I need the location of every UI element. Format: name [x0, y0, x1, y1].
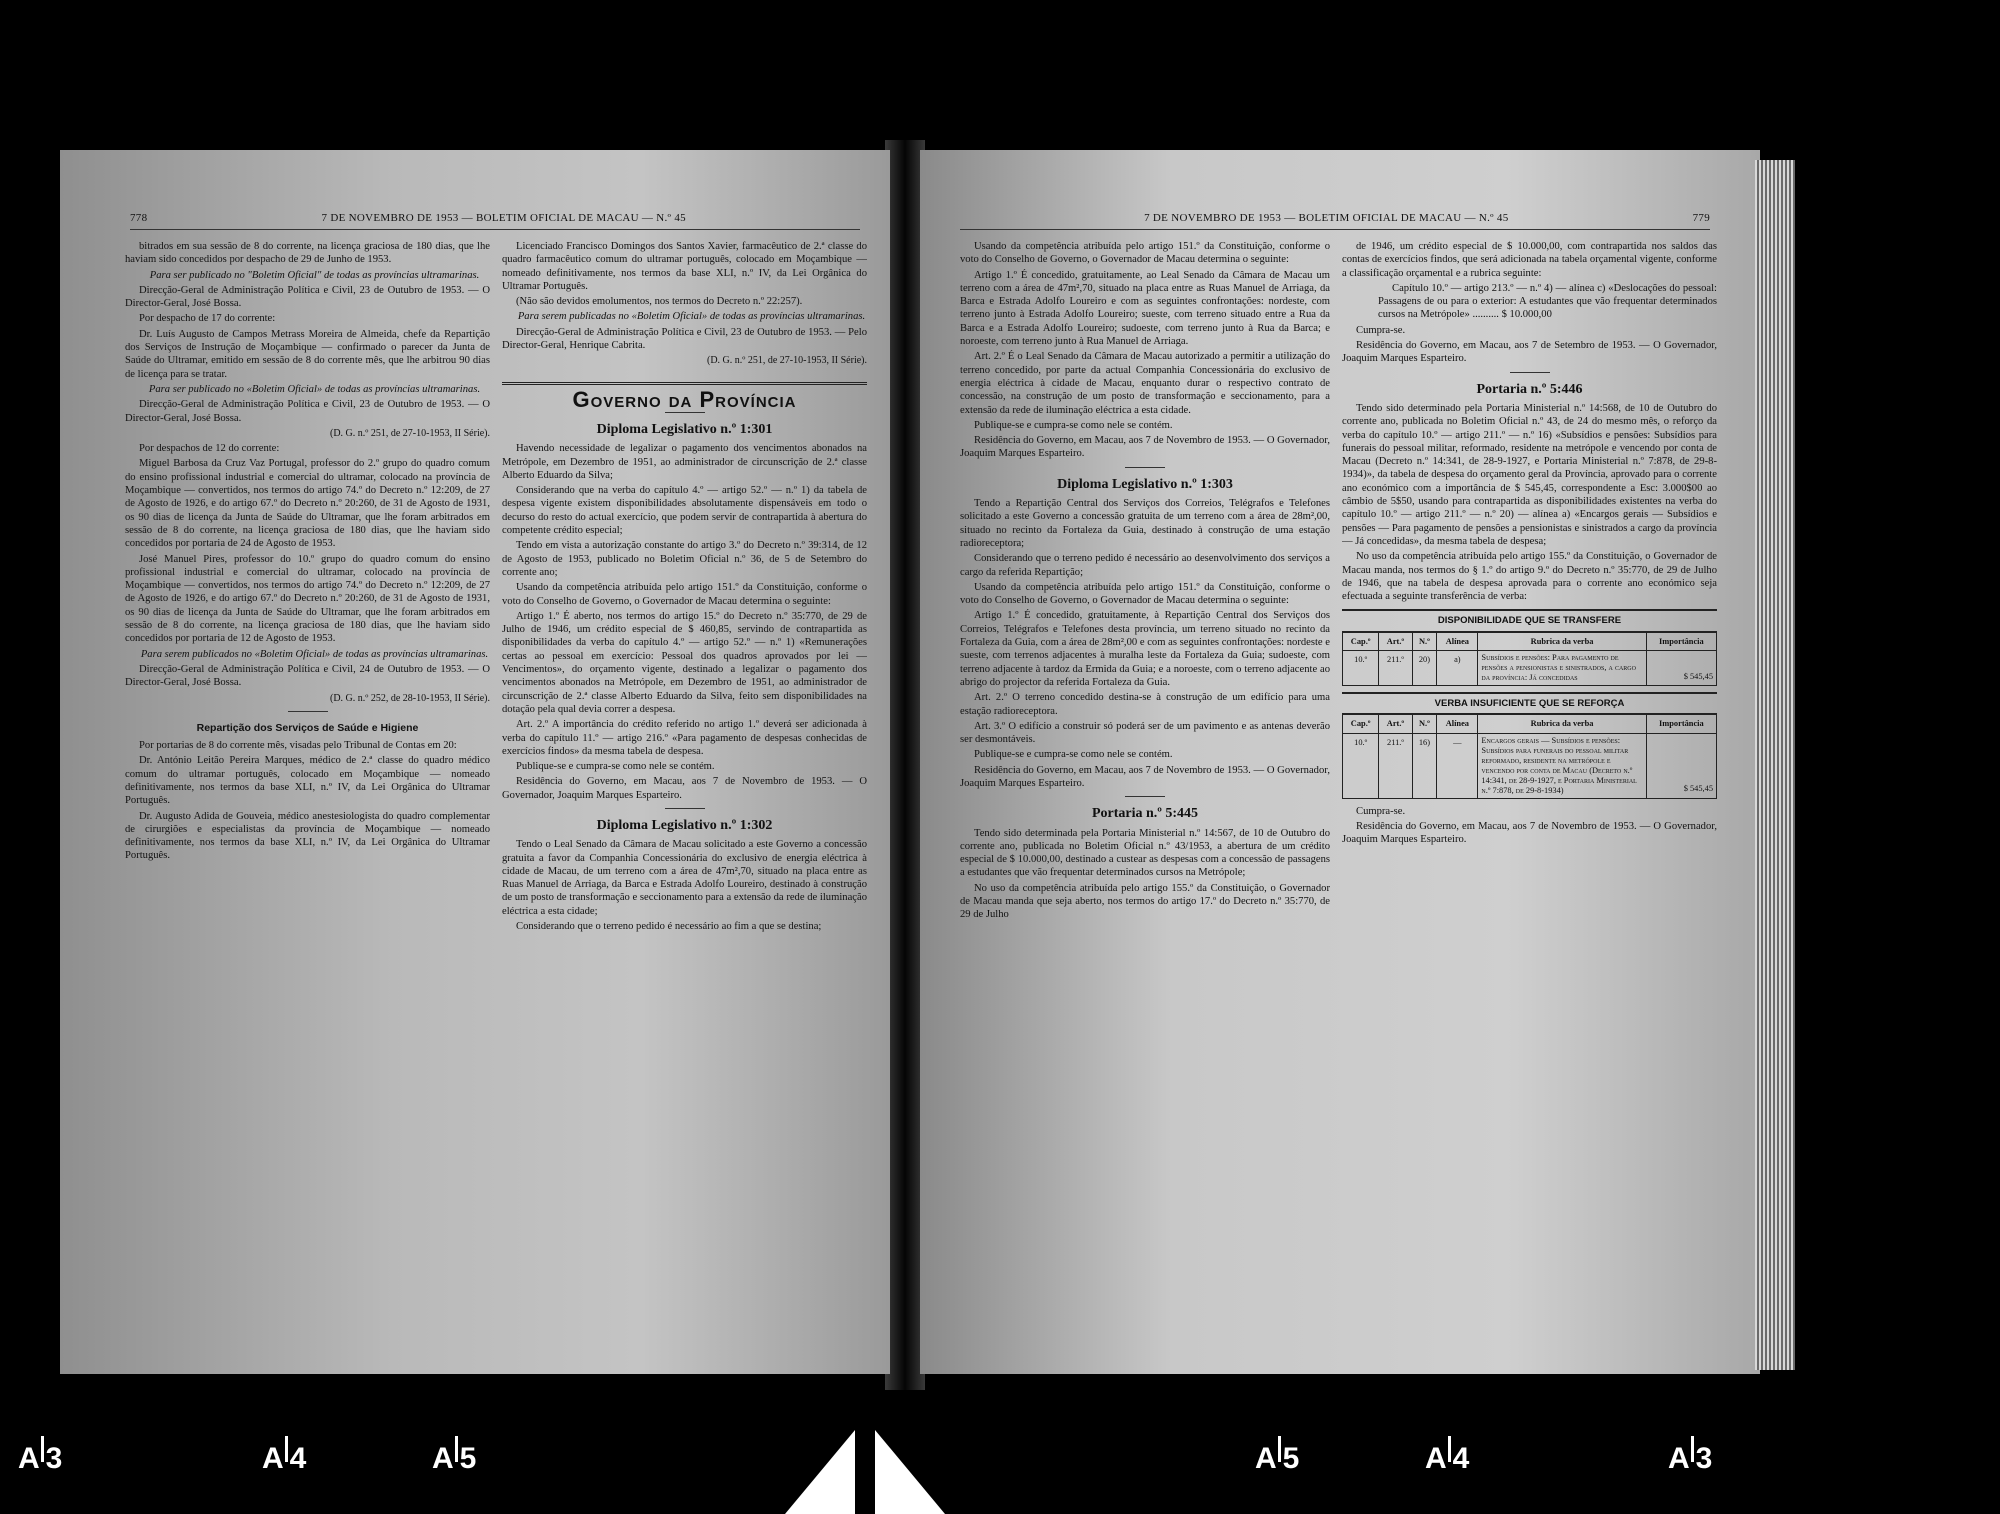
table-cell: 10.º — [1343, 733, 1379, 798]
department-title: Repartição dos Serviços de Saúde e Higiene — [196, 721, 419, 734]
table-row — [1343, 733, 1717, 798]
table-header: Art.º — [1379, 715, 1412, 733]
publication-note: Para serem publicadas no «Boletim Oficial» de todas as províncias ultramarinas. — [517, 311, 866, 323]
table-cell: 20) — [1412, 651, 1437, 686]
separator — [665, 412, 705, 413]
paragraph: Publique-se e cumpra-se como nele se contém. — [974, 419, 1173, 431]
table-cell: — — [1437, 733, 1478, 798]
paragraph: José Manuel Pires, professor do 10.º grupo do quadro comum do ensino profissional industrial e comercial do ultramar, colocado na província de Moçambique — convertidos, nos termos do artigo 74.º do Decreto n.º 12:209, de 27 de Agosto de 1926, e do artigo 67.º do Decreto n.º 20:260, de 31 de Agosto de 1931, os 90 dias de licença da Junta de Saúde do Ultramar, que lhe foram arbitrados em sessão de 8 do corrente, na licença graciosa de 180 dias, que lhe haviam sido concedidos por portaria de 12 de Agosto de 1953. — [125, 553, 490, 645]
table-cell: 10.º — [1343, 651, 1379, 686]
paragraph: Considerando que na verba do capítulo 4.º — artigo 52.º — n.º 1) da tabela de despesa vigente existem disponibilidades absolutamente dispensáveis em todo o decurso do resto do actual exercício, que podem servir de contrapartida à abertura do competente crédito especial; — [502, 485, 867, 537]
paragraph: Por portarias de 8 do corrente mês, visadas pelo Tribunal de Contas em 20: — [139, 740, 457, 752]
page-header-left — [130, 212, 860, 230]
paragraph: Cumpra-se. — [1356, 805, 1406, 817]
paragraph: Dr. Luís Augusto de Campos Metrass Moreira de Almeida, chefe da Repartição dos Serviços de Instrução de Moçambique — confirmado o parecer da Junta de Saúde do Ultramar, emitido em sessão de 8 do corrente mês, que lhe arbitrou 90 dias de licença para se tratar. — [125, 328, 490, 380]
paragraph: Publique-se e cumpra-se como nele se contém. — [974, 749, 1173, 761]
paragraph: Tendo o Leal Senado da Câmara de Macau solicitado a este Governo a concessão gratuita a favor da Companhia Concessionária do exclusivo de energia eléctrica à cidade de Macau, de um terreno com a área de 47m²,70, situado na placa entre as Ruas Manuel de Arriaga, da Barca e Estrada Adolfo Loureiro, destinado à construção de um posto de transformação e seccionamento para a extensão da rede de iluminação eléctrica a esta cidade; — [502, 839, 867, 917]
paragraph: No uso da competência atribuída pelo artigo 155.º da Constituição, o Governador de Macau manda, nos termos do § 1.º do artigo 9.º do Decreto n.º 35:770, de 29 de Julho de 1946, que na tabela de despesa aprovada para o corrente ano económico seja efectuada a seguinte transferência de verba: — [1342, 551, 1717, 603]
paragraph: bitrados em sua sessão de 8 do corrente, na licença graciosa de 180 dias, que lhe haviam sido concedidos por despacho de 29 de Junho de 1953. — [125, 241, 490, 266]
table-header: Alínea — [1437, 632, 1478, 650]
paragraph: Residência do Governo, em Macau, aos 7 de Novembro de 1953. — O Governador, Joaquim Marques Esparteiro. — [960, 764, 1330, 789]
table-cell: 211.º — [1379, 733, 1412, 798]
paragraph: Direcção-Geral de Administração Política e Civil, 23 de Outubro de 1953. — Pelo Director-Geral, Henrique Cabrita. — [502, 326, 867, 352]
paragraph: Miguel Barbosa da Cruz Vaz Portugal, professor do 2.º grupo do quadro comum do ensino profissional industrial e comercial do ultramar, colocado na província de Moçambique — convertidos, nos termos do artigo 74.º do Decreto n.º 12:209, de 27 de Agosto de 1926, e do artigo 67.º do Decreto n.º 20:260, de 31 de Agosto de 1931, os 90 dias de licença da Junta de Saúde do Ultramar, que lhe foram arbitrados em sessão de 8 do corrente, na licença graciosa de 180 dias, que lhe haviam sido concedidos por portaria de 24 de Agosto de 1953. — [125, 458, 490, 550]
left-column-1 — [125, 240, 490, 1362]
document-title: Portaria n.º 5:445 — [1091, 806, 1199, 822]
page-header-right — [960, 212, 1710, 230]
separator — [1125, 467, 1165, 468]
paragraph: Artigo 1.º É aberto, nos termos do artigo 15.º do Decreto n.º 35:770, de 29 de Julho de 1946, um crédito especial de $ 460,85, servindo de contrapartida as disponibilidades da verba do capítulo 4.º — artigo 52.º — n.º 1) «Remunerações certas ao pessoal em exercício: Pessoal dos quadros aprovados por lei — Vencimentos», do orçamento vigente, destinado a legalizar o pagamento dos vencimentos abonados na Metrópole, em Dezembro de 1951, ao administrador de circunscrição de 2.ª classe Alberto Eduardo da Silva, feito sem disponibilidades na dotação pela qual devia correr a despesa. — [502, 610, 867, 715]
header-title: 7 DE NOVEMBRO DE 1953 — BOLETIM OFICIAL DE MACAU — N.º 45 — [321, 212, 686, 224]
film-mark: A 3 — [18, 1442, 61, 1476]
left-column-2 — [502, 240, 867, 1362]
table-header: Cap.º — [1343, 632, 1379, 650]
table-header: N.º — [1412, 632, 1437, 650]
publication-note: Para serem publicados no «Boletim Oficial» de todas as províncias ultramarinas. — [140, 648, 489, 660]
right-column-2 — [1342, 240, 1717, 1362]
paragraph: Residência do Governo, em Macau, aos 7 de Novembro de 1953. — O Governador, Joaquim Marques Esparteiro. — [1342, 820, 1717, 846]
table-header: Rubrica da verba — [1478, 715, 1646, 733]
table-header: Art.º — [1379, 632, 1412, 650]
paragraph: Direcção-Geral de Administração Política e Civil, 23 de Outubro de 1953. — O Director-Geral, José Bossa. — [125, 399, 490, 424]
separator — [1125, 796, 1165, 797]
reference-note: (D. G. n.º 252, de 28-10-1953, II Série). — [329, 692, 490, 704]
header-title: 7 DE NOVEMBRO DE 1953 — BOLETIM OFICIAL DE MACAU — N.º 45 — [1144, 212, 1509, 224]
transfer-tables — [1342, 609, 1717, 798]
paragraph: Art. 2.º É o Leal Senado da Câmara de Macau autorizado a permitir a utilização do terreno concedido, por parte da actual Companhia Concessionária do exclusivo de energia eléctrica à cidade de Macau, enquanto durar o respectivo contrato de concessão, na construção de um posto de transformação e seccionamento, para a extensão da rede de iluminação eléctrica a esta cidade. — [960, 351, 1330, 416]
paragraph: Usando da competência atribuída pelo artigo 151.º da Constituição, conforme o voto do Conselho de Governo, o Governador de Macau determina o seguinte: — [960, 581, 1330, 607]
paragraph: Usando da competência atribuída pelo artigo 151.º da Constituição, conforme o voto do Conselho de Governo, o Governador de Macau determina o seguinte: — [960, 241, 1330, 266]
reference-note: (D. G. n.º 251, de 27-10-1953, II Série). — [329, 427, 490, 439]
paragraph: (Não são devidos emolumentos, nos termos do Decreto n.º 22:257). — [516, 296, 803, 308]
paragraph: Art. 3.º O edifício a construir só poderá ser de um pavimento e as antenas deverão ser desmontáveis. — [960, 720, 1330, 746]
publication-note: Para ser publicado no «Boletim Oficial» de todas as províncias ultramarinas. — [148, 383, 481, 395]
paragraph: Residência do Governo, em Macau, aos 7 de Novembro de 1953. — O Governador, Joaquim Marques Esparteiro. — [960, 435, 1330, 460]
paragraph: Licenciado Francisco Domingos dos Santos Xavier, farmacêutico de 2.ª classe do quadro farmacêutico comum do ultramar português, colocado em Moçambique — nomeado definitivamente, nos termos da base XLI, n.º IV, da Lei Orgânica do Ultramar Português. — [502, 241, 867, 292]
separator — [665, 808, 705, 809]
page-number: 779 — [1692, 212, 1710, 224]
document-title: Portaria n.º 5:446 — [1476, 381, 1583, 397]
paragraph: Direcção-Geral de Administração Política e Civil, 23 de Outubro de 1953. — O Director-Geral, José Bossa. — [125, 284, 490, 310]
book-gutter — [885, 140, 925, 1390]
reference-note: (D. G. n.º 251, de 27-10-1953, II Série). — [706, 355, 867, 367]
paragraph: Tendo a Repartição Central dos Serviços dos Correios, Telégrafos e Telefones solicitado a este Governo a concessão gratuita de um terreno com a área de 28m²,00, situado no recinto da Fortaleza da Guia, destinado à construção de uma estação radioreceptora; — [960, 498, 1330, 549]
table-cell: a) — [1437, 651, 1478, 686]
table-cell: 211.º — [1379, 651, 1412, 686]
paragraph: Usando da competência atribuída pelo artigo 151.º da Constituição, conforme o voto do Conselho de Governo, o Governador de Macau determina o seguinte: — [502, 582, 867, 607]
transfer-table — [1342, 692, 1717, 799]
paragraph: Art. 2.º A importância do crédito referido no artigo 1.º deverá ser adicionada à verba do capítulo 11.º — artigo 216.º «Para pagamento de despesas conhecidas de exercícios findos» da mesma tabela de despesa. — [502, 719, 867, 757]
table-header: Importância — [1646, 632, 1716, 650]
budget-line: Capítulo 10.º — artigo 213.º — n.º 4) — alínea c) «Deslocações do pessoal: Passagens de ou para o exterior: A estudantes que vão frequentar determinados cursos na Metrópole» .......... $ 10.000,00 — [1378, 282, 1717, 321]
document-title: Diploma Legislativo n.º 1:303 — [1057, 476, 1233, 492]
paragraph: Tendo sido determinado pela Portaria Ministerial n.º 14:568, de 10 de Outubro do corrente ano, publicada no Boletim Oficial n.º 43, de 24 do mesmo mês, o reforço da verba do capítulo 10.º — artigo 211.º — n.º 16) «Subsídios e pensões: Subsídios para funerais do pessoal militar, reformado, residente na metrópole e vencendo por conta de Macau (Decreto n.º 14:341, de 28-9-1927, e Portaria Ministerial n.º 7:878, de 29-8-1934)», da tabela de despesa do orçamento geral da Província, aprovado para o corrente ano económico com a importância de $ 545,45, correspondente a Esc: 3.000$00 ao câmbio de 5$50, usando para contrapartida as disponibilidades existentes na verba do capítulo 10.º — artigo 211.º — n.º 20) — alínea a) «Encargos gerais — Subsídios e pensões — Para pagamento de pensões a pensionistas e sinistrados a cargo da província — Já concedidas», da mesma tabela de despesa; — [1342, 402, 1717, 547]
paragraph: Direcção-Geral de Administração Política e Civil, 24 de Outubro de 1953. — O Director-Geral, José Bossa. — [125, 663, 490, 689]
publication-note: Para ser publicado no "Boletim Oficial" de todas as províncias ultramarinas. — [149, 269, 480, 281]
table-caption: DISPONIBILIDADE QUE SE TRANSFERE — [1342, 609, 1717, 631]
table-header: Importância — [1646, 715, 1716, 733]
section-title: Governo da Província — [502, 382, 867, 406]
paragraph: No uso da competência atribuída pelo artigo 155.º da Constituição, o Governador de Macau manda que seja aberto, nos termos do artigo 17.º do Decreto n.º 35:770, de 29 de Julho — [960, 882, 1330, 921]
paragraph: Art. 2.º O terreno concedido destina-se à construção de um edifício para uma estação radioreceptora. — [960, 692, 1330, 717]
paragraph: de 1946, um crédito especial de $ 10.000,00, com contrapartida nos saldos das contas de exercícios findos, que será adicionada na tabela orçamental vigente, conforme a classificação orçamental e a rubrica seguinte: — [1342, 241, 1717, 279]
table-cell: 16) — [1412, 733, 1437, 798]
document-title: Diploma Legislativo n.º 1:301 — [596, 421, 773, 437]
table-header: Cap.º — [1343, 715, 1379, 733]
right-column-1 — [960, 240, 1330, 1362]
book-page-edges — [1755, 160, 1795, 1370]
right-page — [920, 150, 1760, 1374]
right-column-2-top — [1342, 240, 1717, 603]
table-caption: VERBA INSUFICIENTE QUE SE REFORÇA — [1342, 692, 1717, 714]
transfer-table — [1342, 609, 1717, 686]
film-strip-marks — [0, 1430, 2000, 1514]
film-mark: A 4 — [1425, 1442, 1468, 1476]
film-mark: A 5 — [1255, 1442, 1298, 1476]
paragraph: Por despachos de 12 do corrente: — [139, 443, 280, 455]
paragraph: Artigo 1.º É concedido, gratuitamente, à Repartição Central dos Serviços dos Correios, Telégrafos e Telefones desta província, um terreno situado no recinto da Fortaleza da Guia, com a área de 28m²,00 e com as seguintes confrontações: nordeste e sueste, com terrenos adjacentes à muralha leste da Fortaleza da Guia; sudoeste, com terreno adjacente à tardoz da Ermida da Guia; e a noroeste, com o terreno adjacente ao abrigo do projector da referida Fortaleza da Guia. — [960, 610, 1330, 688]
table-cell: $ 545,45 — [1646, 733, 1716, 798]
paragraph: Havendo necessidade de legalizar o pagamento dos vencimentos abonados na Metrópole, em Dezembro de 1951, ao administrador de circunscrição de 2.ª classe Alberto Eduardo da Silva; — [502, 443, 867, 481]
table-row — [1343, 651, 1717, 686]
separator — [288, 711, 328, 712]
page-number: 778 — [130, 212, 148, 224]
paragraph: Considerando que o terreno pedido é necessário ao fim a que se destina; — [516, 921, 822, 933]
table-header: Alínea — [1437, 715, 1478, 733]
document-title: Diploma Legislativo n.º 1:302 — [596, 817, 773, 833]
paragraph: Dr. António Leitão Pereira Marques, médico de 2.ª classe do quadro médico comum do ultramar português, colocado em Moçambique — nomeado definitivamente, nos termos da base XLI, n.º IV, da Lei Orgânica do Ultramar Português. — [125, 755, 490, 807]
table-cell: Subsídios e pensões: Para pagamento de pensões a pensionistas e sinistrados, a cargo da província: Já concedidas — [1478, 651, 1646, 686]
table-cell: $ 545,45 — [1646, 651, 1716, 686]
film-mark: A 5 — [432, 1442, 475, 1476]
table-cell: Encargos gerais — Subsídios e pensões: Subsídios para funerais do pessoal militar reformado, residente na metrópole e vencendo por conta de Macau (Decreto n.º 14:341, de 28-9-1927, e Portaria Ministerial n.º 7:878, de 29-8-1934) — [1478, 733, 1646, 798]
paragraph: Tendo em vista a autorização constante do artigo 3.º do Decreto n.º 39:314, de 12 de Agosto de 1953, publicado no Boletim Oficial n.º 36, de 5 de Setembro do corrente ano; — [502, 540, 867, 578]
paragraph: Dr. Augusto Adida de Gouveia, médico anestesiologista do quadro complementar de cirurgiões e especialistas da província de Moçambique — nomeado definitivamente, nos termos da base XLI, n.º IV, da Lei Orgânica do Ultramar Português. — [125, 810, 490, 862]
film-mark: A 4 — [262, 1442, 305, 1476]
table-header: Rubrica da verba — [1478, 632, 1646, 650]
film-mark: A 3 — [1668, 1442, 1711, 1476]
paragraph: Cumpra-se. — [1356, 324, 1406, 336]
separator — [1510, 372, 1550, 373]
paragraph: Tendo sido determinada pela Portaria Ministerial n.º 14:567, de 10 de Outubro do corrente ano, publicada no Boletim Oficial n.º 43/1953, a abertura de um crédito especial de $ 10.000,00, destinado a custear as despesas com a concessão de passagens a estudantes que vão frequentar determinados cursos na Metrópole; — [960, 827, 1330, 879]
paragraph: Residência do Governo, em Macau, aos 7 de Novembro de 1953. — O Governador, Joaquim Marques Esparteiro. — [502, 776, 867, 801]
left-page — [60, 150, 890, 1374]
paragraph: Artigo 1.º É concedido, gratuitamente, ao Leal Senado da Câmara de Macau um terreno com a área de 47m²,70, situado na placa entre as Ruas Manuel de Arriaga, da Barca e Estrada Adolfo Loureiro e com as seguintes confrontações: nordeste, com terreno junto à Estrada Adolfo Loureiro; sueste, com terreno situado entre a Rua da Barca e a Estrada Adolfo Loureiro; sudoeste, com terreno junto à Rua da Barca; e noroeste, com terreno junto à Rua Manuel de Arriaga. — [960, 269, 1330, 348]
right-column-2-bottom — [1342, 805, 1717, 847]
paragraph: Por despacho de 17 do corrente: — [139, 313, 276, 325]
table-header: N.º — [1412, 715, 1437, 733]
paragraph: Publique-se e cumpra-se como nele se contém. — [516, 761, 715, 773]
paragraph: Residência do Governo, em Macau, aos 7 de Setembro de 1953. — O Governador, Joaquim Marques Esparteiro. — [1342, 340, 1717, 365]
paragraph: Considerando que o terreno pedido é necessário ao desenvolvimento dos serviços a cargo da referida Repartição; — [960, 553, 1330, 578]
